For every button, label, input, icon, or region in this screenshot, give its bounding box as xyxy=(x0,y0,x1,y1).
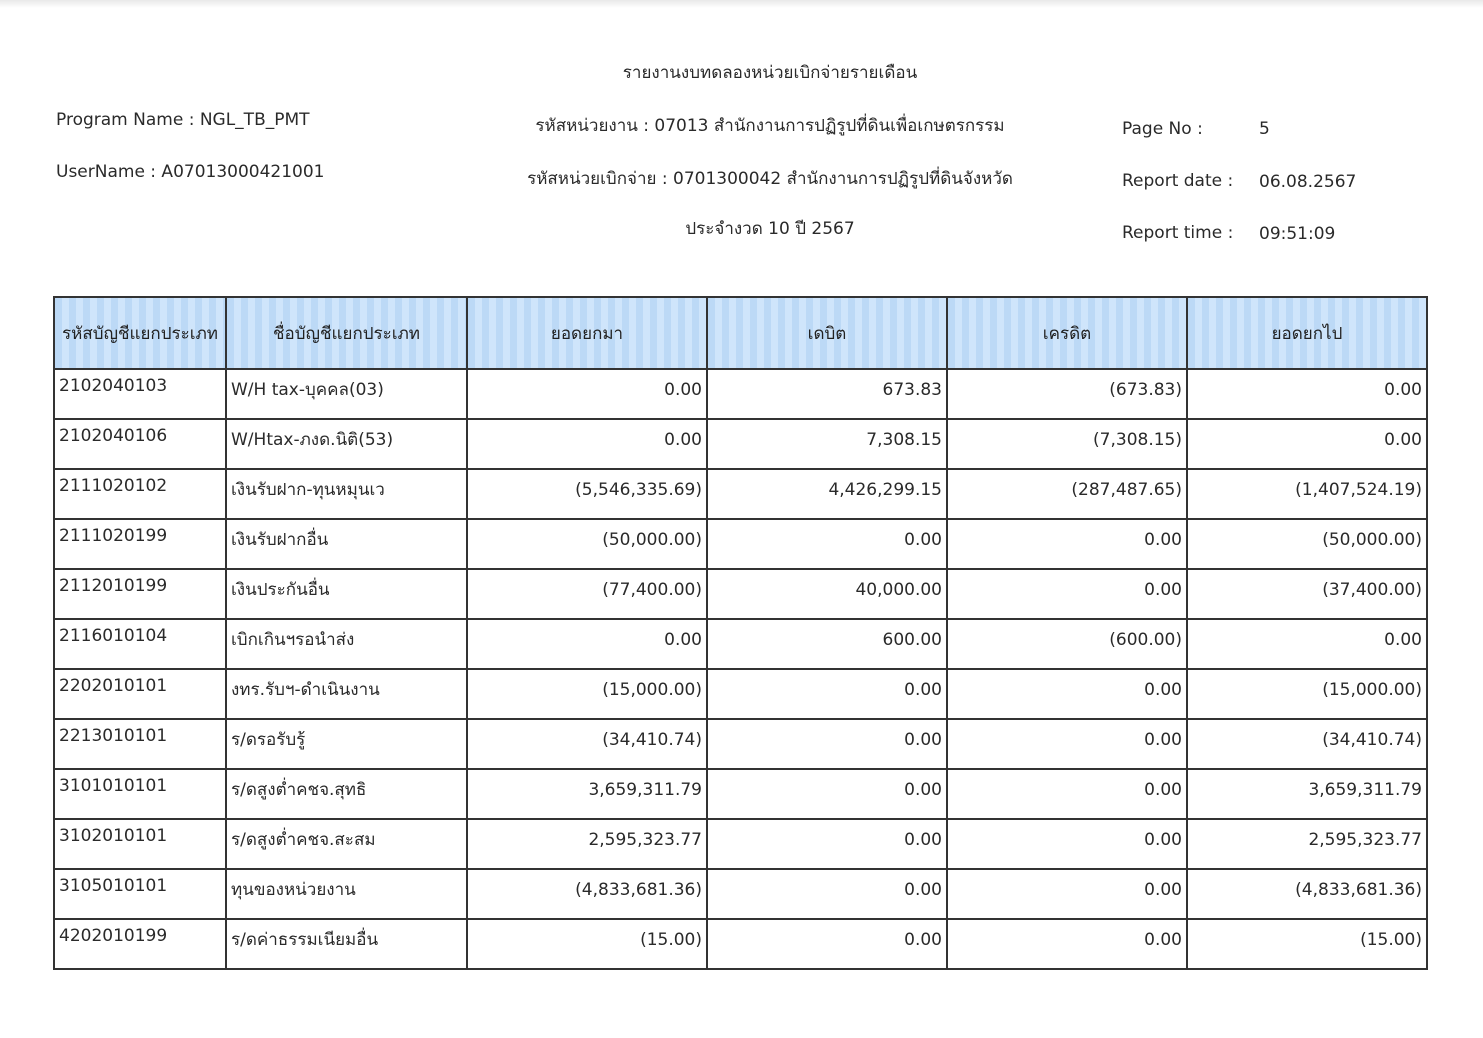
cell-opening-balance: 0.00 xyxy=(467,419,707,469)
table-row xyxy=(54,669,1427,719)
cell-debit: 0.00 xyxy=(707,519,947,569)
cell-credit: (673.83) xyxy=(947,369,1187,419)
cell-account-name: เบิกเกินฯรอนำส่ง xyxy=(226,619,467,669)
header-closing-balance: ยอดยกไป xyxy=(1187,297,1427,369)
cell-credit: 0.00 xyxy=(947,919,1187,969)
period-line: ประจำงวด 10 ปี 2567 xyxy=(685,219,855,239)
cell-opening-balance: (50,000.00) xyxy=(467,519,707,569)
page-no-value: 5 xyxy=(1259,119,1270,139)
cell-account-name: ร/ดสูงต่ำคชจ.สุทธิ xyxy=(226,769,467,819)
header-opening-balance: ยอดยกมา xyxy=(467,297,707,369)
cell-account-code: 3105010101 xyxy=(54,869,226,919)
cell-account-code: 3102010101 xyxy=(54,819,226,869)
cell-debit: 4,426,299.15 xyxy=(707,469,947,519)
cell-closing-balance: 0.00 xyxy=(1187,369,1427,419)
cell-credit: 0.00 xyxy=(947,869,1187,919)
cell-opening-balance: (77,400.00) xyxy=(467,569,707,619)
table-row xyxy=(54,619,1427,669)
disbursement-unit-line: รหัสหน่วยเบิกจ่าย : 0701300042 สำนักงานการปฏิรูปที่ดินจังหวัด xyxy=(527,169,1013,189)
cell-closing-balance: (37,400.00) xyxy=(1187,569,1427,619)
cell-credit: 0.00 xyxy=(947,819,1187,869)
cell-closing-balance: 0.00 xyxy=(1187,419,1427,469)
table-row xyxy=(54,369,1427,419)
cell-debit: 7,308.15 xyxy=(707,419,947,469)
table-row xyxy=(54,469,1427,519)
cell-account-code: 3101010101 xyxy=(54,769,226,819)
cell-opening-balance: (15,000.00) xyxy=(467,669,707,719)
cell-closing-balance: (15.00) xyxy=(1187,919,1427,969)
cell-account-code: 2102040106 xyxy=(54,419,226,469)
cell-account-name: ร/ดรอรับรู้ xyxy=(226,719,467,769)
cell-account-name: W/Htax-ภงด.นิติ(53) xyxy=(226,419,467,469)
table-row xyxy=(54,919,1427,969)
cell-closing-balance: (34,410.74) xyxy=(1187,719,1427,769)
cell-debit: 0.00 xyxy=(707,919,947,969)
table-row xyxy=(54,569,1427,619)
cell-closing-balance: 0.00 xyxy=(1187,619,1427,669)
cell-closing-balance: (1,407,524.19) xyxy=(1187,469,1427,519)
cell-debit: 600.00 xyxy=(707,619,947,669)
cell-closing-balance: (50,000.00) xyxy=(1187,519,1427,569)
header-account-name: ชื่อบัญชีแยกประเภท xyxy=(226,297,467,369)
cell-account-name: เงินประกันอื่น xyxy=(226,569,467,619)
table-row xyxy=(54,869,1427,919)
cell-credit: 0.00 xyxy=(947,569,1187,619)
report-title: รายงานงบทดลองหน่วยเบิกจ่ายรายเดือน xyxy=(622,63,918,83)
report-date-label: Report date : xyxy=(1122,171,1234,191)
table-header-row xyxy=(54,297,1427,369)
header-debit: เดบิต xyxy=(707,297,947,369)
cell-debit: 40,000.00 xyxy=(707,569,947,619)
report-time-value: 09:51:09 xyxy=(1259,224,1336,244)
table-row xyxy=(54,769,1427,819)
cell-account-code: 2102040103 xyxy=(54,369,226,419)
cell-account-code: 2112010199 xyxy=(54,569,226,619)
cell-account-name: W/H tax-บุคคล(03) xyxy=(226,369,467,419)
cell-account-name: ร/ดค่าธรรมเนียมอื่น xyxy=(226,919,467,969)
cell-credit: (600.00) xyxy=(947,619,1187,669)
cell-opening-balance: (15.00) xyxy=(467,919,707,969)
cell-credit: 0.00 xyxy=(947,519,1187,569)
cell-credit: 0.00 xyxy=(947,719,1187,769)
cell-debit: 0.00 xyxy=(707,819,947,869)
cell-account-name: ทุนของหน่วยงาน xyxy=(226,869,467,919)
cell-account-code: 2213010101 xyxy=(54,719,226,769)
table-row xyxy=(54,819,1427,869)
cell-account-code: 2111020199 xyxy=(54,519,226,569)
agency-line: รหัสหน่วยงาน : 07013 สำนักงานการปฏิรูปที่ดินเพื่อเกษตรกรรม xyxy=(535,116,1005,136)
page-no-label: Page No : xyxy=(1122,119,1203,139)
user-name: UserName : A07013000421001 xyxy=(56,162,325,182)
cell-closing-balance: (4,833,681.36) xyxy=(1187,869,1427,919)
cell-opening-balance: (34,410.74) xyxy=(467,719,707,769)
cell-account-name: เงินรับฝาก-ทุนหมุนเว xyxy=(226,469,467,519)
cell-account-code: 2111020102 xyxy=(54,469,226,519)
report-time-label: Report time : xyxy=(1122,223,1234,243)
report-date-value: 06.08.2567 xyxy=(1259,172,1357,192)
header-credit: เครดิต xyxy=(947,297,1187,369)
cell-debit: 0.00 xyxy=(707,869,947,919)
cell-opening-balance: 3,659,311.79 xyxy=(467,769,707,819)
cell-opening-balance: (4,833,681.36) xyxy=(467,869,707,919)
header-account-code: รหัสบัญชีแยกประเภท xyxy=(54,297,226,369)
cell-account-code: 2116010104 xyxy=(54,619,226,669)
cell-account-code: 2202010101 xyxy=(54,669,226,719)
cell-closing-balance: 3,659,311.79 xyxy=(1187,769,1427,819)
cell-credit: (287,487.65) xyxy=(947,469,1187,519)
cell-closing-balance: 2,595,323.77 xyxy=(1187,819,1427,869)
cell-credit: 0.00 xyxy=(947,769,1187,819)
table-row xyxy=(54,419,1427,469)
program-name: Program Name : NGL_TB_PMT xyxy=(56,110,310,130)
cell-opening-balance: 0.00 xyxy=(467,369,707,419)
scan-edge-shade xyxy=(0,0,1483,8)
cell-opening-balance: 0.00 xyxy=(467,619,707,669)
cell-account-code: 4202010199 xyxy=(54,919,226,969)
cell-account-name: งทร.รับฯ-ดำเนินงาน xyxy=(226,669,467,719)
cell-account-name: เงินรับฝากอื่น xyxy=(226,519,467,569)
cell-debit: 673.83 xyxy=(707,369,947,419)
table-row xyxy=(54,519,1427,569)
cell-debit: 0.00 xyxy=(707,669,947,719)
cell-opening-balance: (5,546,335.69) xyxy=(467,469,707,519)
cell-debit: 0.00 xyxy=(707,769,947,819)
cell-debit: 0.00 xyxy=(707,719,947,769)
cell-closing-balance: (15,000.00) xyxy=(1187,669,1427,719)
cell-credit: (7,308.15) xyxy=(947,419,1187,469)
cell-opening-balance: 2,595,323.77 xyxy=(467,819,707,869)
trial-balance-table xyxy=(53,296,1428,970)
cell-credit: 0.00 xyxy=(947,669,1187,719)
cell-account-name: ร/ดสูงต่ำคชจ.สะสม xyxy=(226,819,467,869)
table-row xyxy=(54,719,1427,769)
